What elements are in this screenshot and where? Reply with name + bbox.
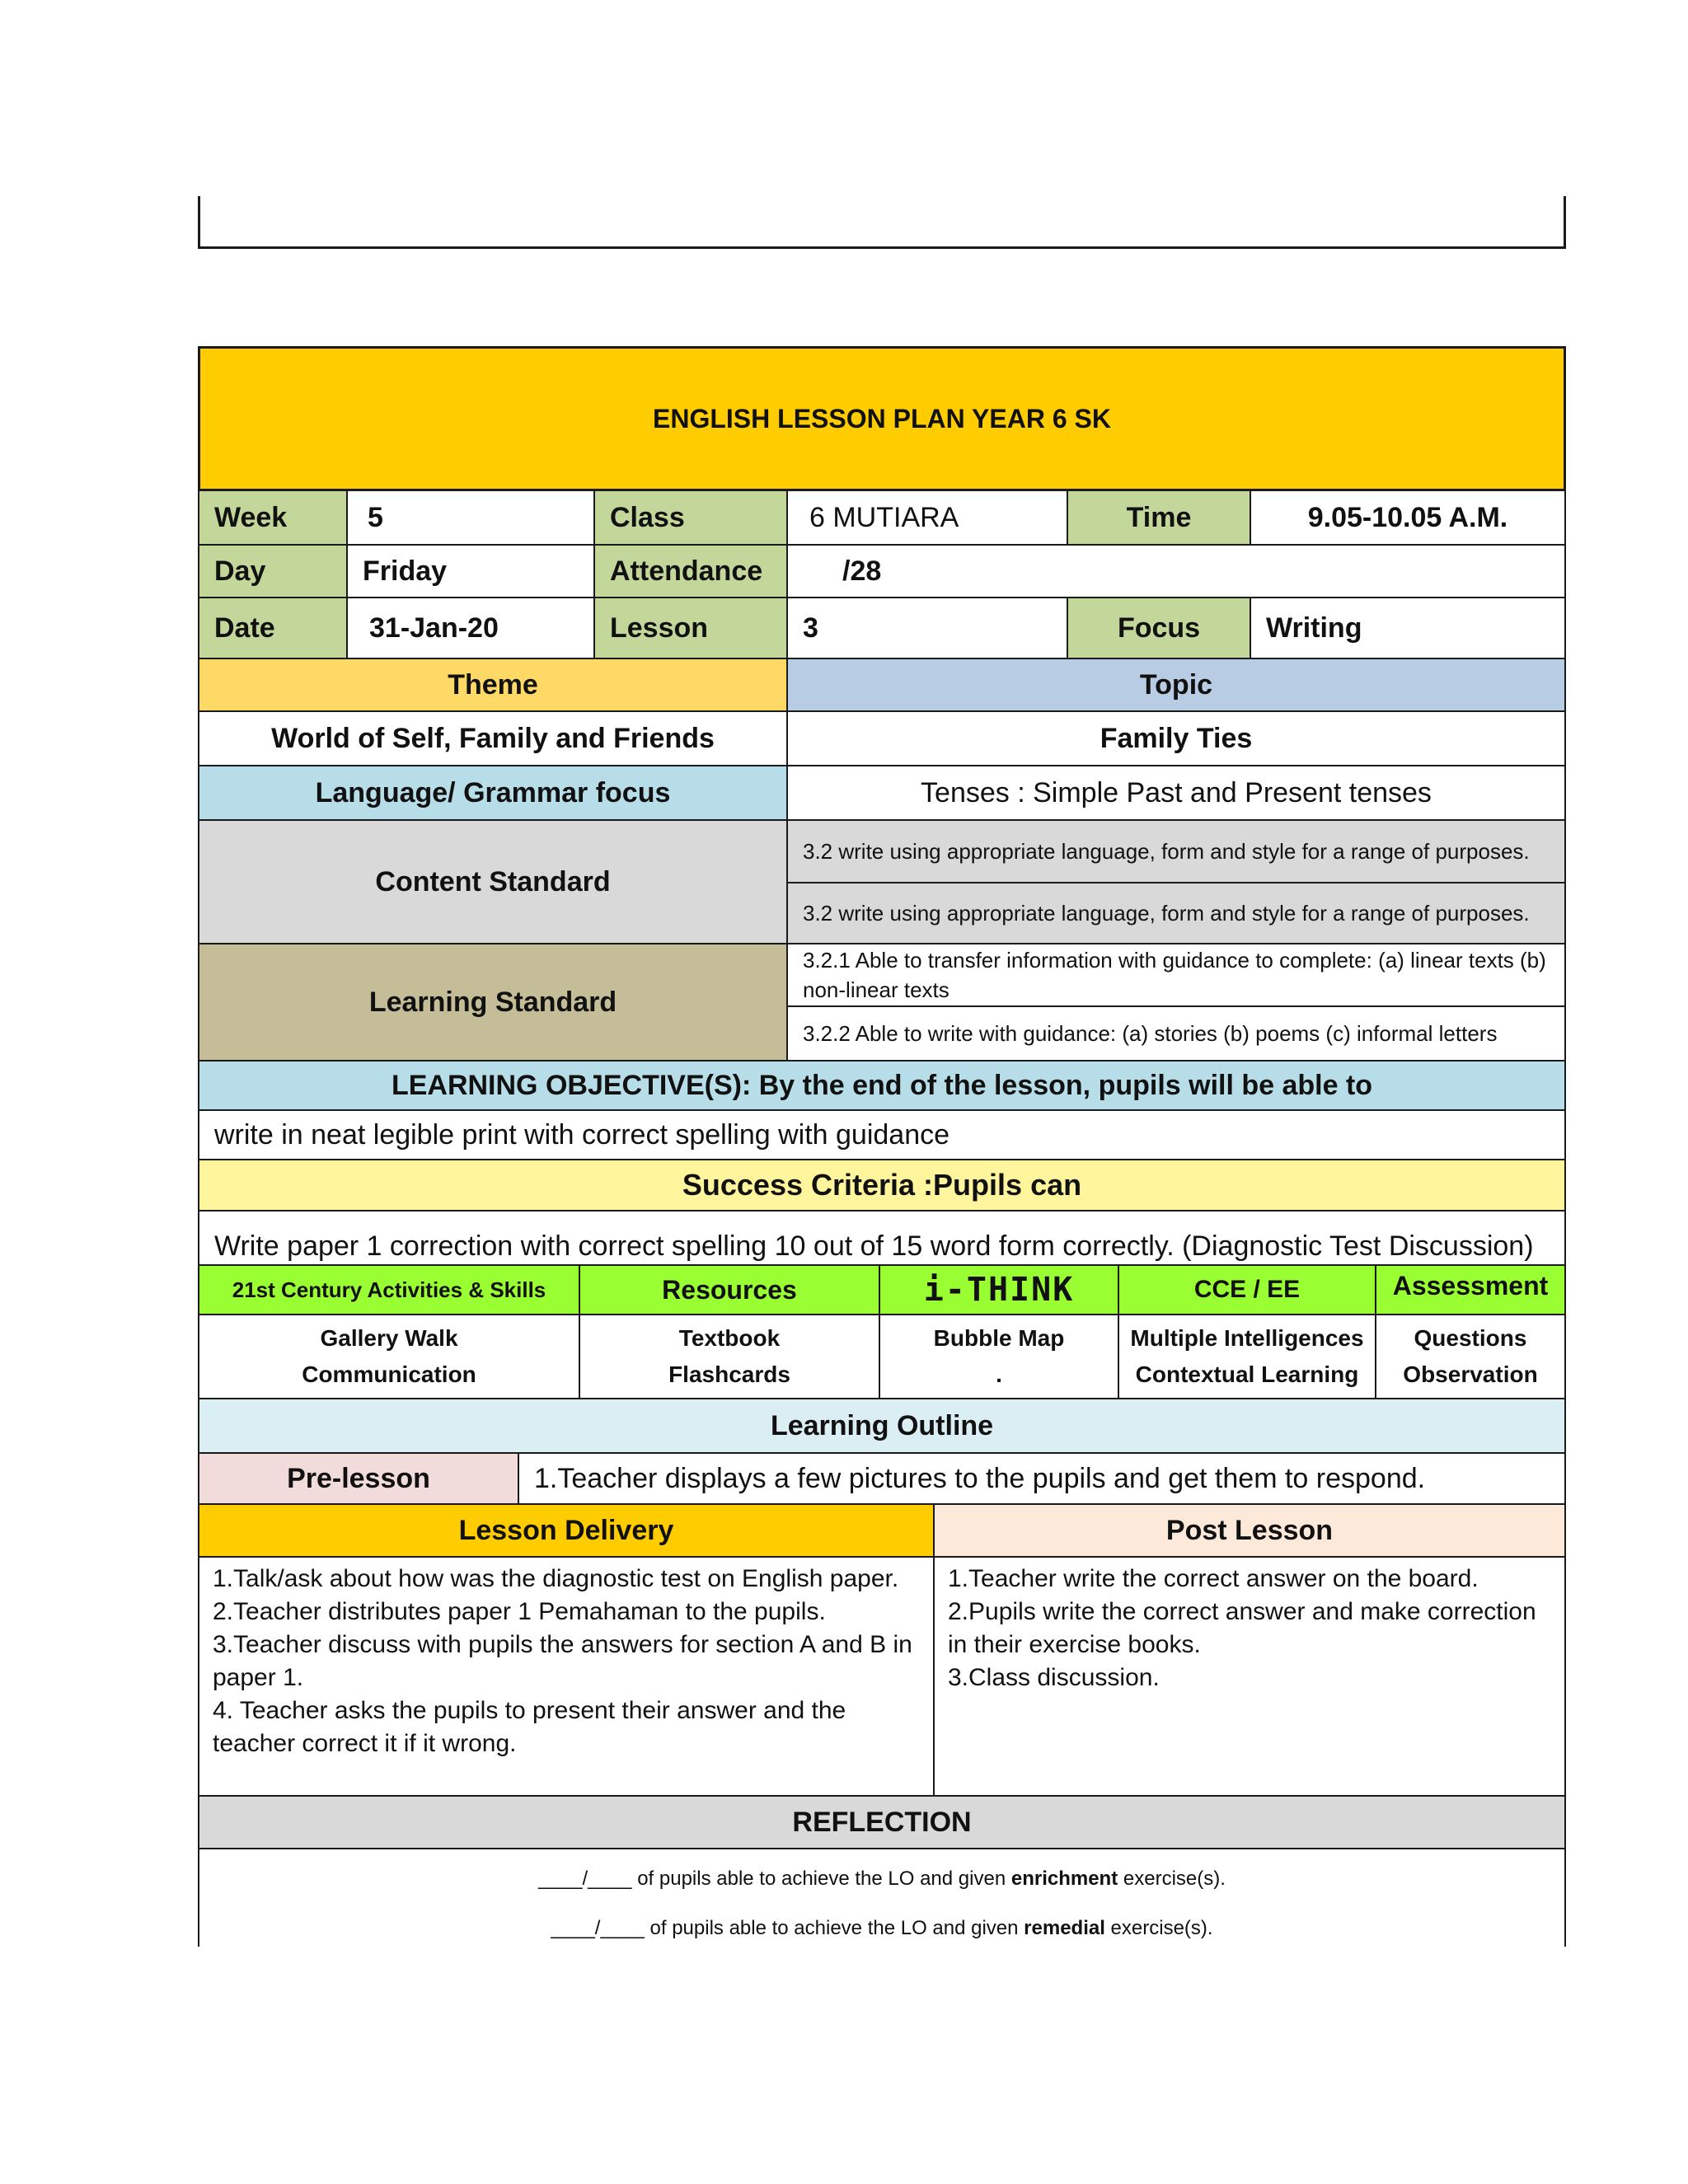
cce-item: Multiple Intelligences xyxy=(1130,1325,1364,1351)
theme-value: World of Self, Family and Friends xyxy=(198,710,788,766)
theme-label: Theme xyxy=(198,658,788,712)
focus-label: Focus xyxy=(1067,597,1251,659)
learning-standard-label: Learning Standard xyxy=(198,943,788,1062)
reflection-remedial xyxy=(199,1917,1564,1940)
lesson-label: Lesson xyxy=(593,597,788,659)
content-standard-1: 3.2 write using appropriate language, form and style for a range of purposes. xyxy=(786,819,1566,883)
content-standard-label: Content Standard xyxy=(198,819,788,944)
learning-standard-2: 3.2.2 Able to write with guidance: (a) stories (b) poems (c) informal letters xyxy=(786,1005,1566,1062)
remedial-suffix: exercise(s). xyxy=(1104,1917,1213,1939)
ithink-logo: i-THINK xyxy=(923,1271,1075,1309)
delivery-content: 1.Talk/ask about how was the diagnostic test on English paper. 2.Teacher distributes paper 1 Pemahaman to the pupils. 3.Teacher discuss with pupils the answers for section A and B in paper 1. 4. Teacher asks the pupils to present their answer and the teacher correct it if it wrong. xyxy=(198,1556,935,1797)
assessment-item: Questions xyxy=(1414,1325,1527,1351)
class-value: 6 MUTIARA xyxy=(786,490,1068,546)
enrichment-suffix: exercise(s). xyxy=(1118,1868,1226,1890)
ithink-item: Bubble Map xyxy=(933,1325,1065,1351)
resources-cell xyxy=(579,1314,880,1399)
ithink-item: . xyxy=(996,1361,1002,1387)
ithink-cell xyxy=(879,1314,1119,1399)
attendance-label: Attendance xyxy=(593,544,788,598)
post-content: 1.Teacher write the correct answer on the board. 2.Pupils write the correct answer and make correction in their exercise books. 3.Class discussion. xyxy=(933,1556,1566,1797)
resource-item: Flashcards xyxy=(668,1361,790,1387)
date-label: Date xyxy=(198,597,348,659)
ithink-header xyxy=(879,1264,1119,1315)
cce-header: CCE / EE xyxy=(1118,1264,1376,1315)
pre-lesson-label: Pre-lesson xyxy=(198,1452,519,1505)
pre-lesson-value: 1.Teacher displays a few pictures to the pupils and get them to respond. xyxy=(518,1452,1566,1505)
assessment-cell xyxy=(1375,1314,1566,1399)
learning-standard-1: 3.2.1 Able to transfer information with guidance to complete: (a) linear texts (b) non-linear texts xyxy=(786,943,1566,1007)
topic-label: Topic xyxy=(786,658,1566,712)
post-label: Post Lesson xyxy=(933,1503,1566,1558)
remedial-bold: remedial xyxy=(1024,1917,1105,1939)
assessment-header: Assessment xyxy=(1375,1264,1566,1315)
day-value: Friday xyxy=(346,544,595,598)
outline-label: Learning Outline xyxy=(198,1398,1566,1454)
assessment-item: Observation xyxy=(1403,1361,1538,1387)
objective-label: LEARNING OBJECTIVE(S): By the end of the lesson, pupils will be able to xyxy=(198,1060,1566,1111)
date-value: 31-Jan-20 xyxy=(346,597,595,659)
day-label: Day xyxy=(198,544,348,598)
resource-item: Textbook xyxy=(678,1325,781,1351)
enrichment-text: ____/____ of pupils able to achieve the LO and given xyxy=(538,1868,1011,1890)
content-standard-2: 3.2 write using appropriate language, form and style for a range of purposes. xyxy=(786,882,1566,944)
objective-value: write in neat legible print with correct spelling with guidance xyxy=(198,1109,1566,1160)
skills-header: 21st Century Activities & Skills xyxy=(198,1264,580,1315)
focus-value: Writing xyxy=(1250,597,1566,659)
reflection-enrichment xyxy=(199,1868,1564,1891)
resources-header: Resources xyxy=(579,1264,880,1315)
topic-value: Family Ties xyxy=(786,710,1566,766)
success-label: Success Criteria :Pupils can xyxy=(198,1159,1566,1212)
skill-item: Communication xyxy=(302,1361,476,1387)
enrichment-bold: enrichment xyxy=(1010,1868,1118,1890)
attendance-value: /28 xyxy=(786,544,1566,598)
class-label: Class xyxy=(593,490,788,546)
lesson-value: 3 xyxy=(786,597,1068,659)
skills-cell xyxy=(198,1314,580,1399)
cce-cell xyxy=(1118,1314,1376,1399)
grammar-label: Language/ Grammar focus xyxy=(198,765,788,821)
cce-item: Contextual Learning xyxy=(1135,1361,1359,1387)
success-value: Write paper 1 correction with correct spelling 10 out of 15 word form correctly. (Diagnostic Test Discussion) xyxy=(198,1210,1566,1266)
week-label: Week xyxy=(198,490,348,546)
time-label: Time xyxy=(1067,490,1251,546)
top-partial-box xyxy=(198,196,1566,249)
week-value: 5 xyxy=(346,490,595,546)
lesson-plan-title xyxy=(198,346,1566,491)
delivery-label: Lesson Delivery xyxy=(198,1503,935,1558)
grammar-value: Tenses : Simple Past and Present tenses xyxy=(786,765,1566,821)
reflection-label: REFLECTION xyxy=(198,1795,1566,1849)
title-text: ENGLISH LESSON PLAN YEAR 6 SK xyxy=(653,403,1111,434)
time-value: 9.05-10.05 A.M. xyxy=(1250,490,1566,546)
remedial-text: ____/____ of pupils able to achieve the LO and given xyxy=(551,1917,1025,1939)
skill-item: Gallery Walk xyxy=(320,1325,458,1351)
reflection-body xyxy=(198,1848,1566,1947)
